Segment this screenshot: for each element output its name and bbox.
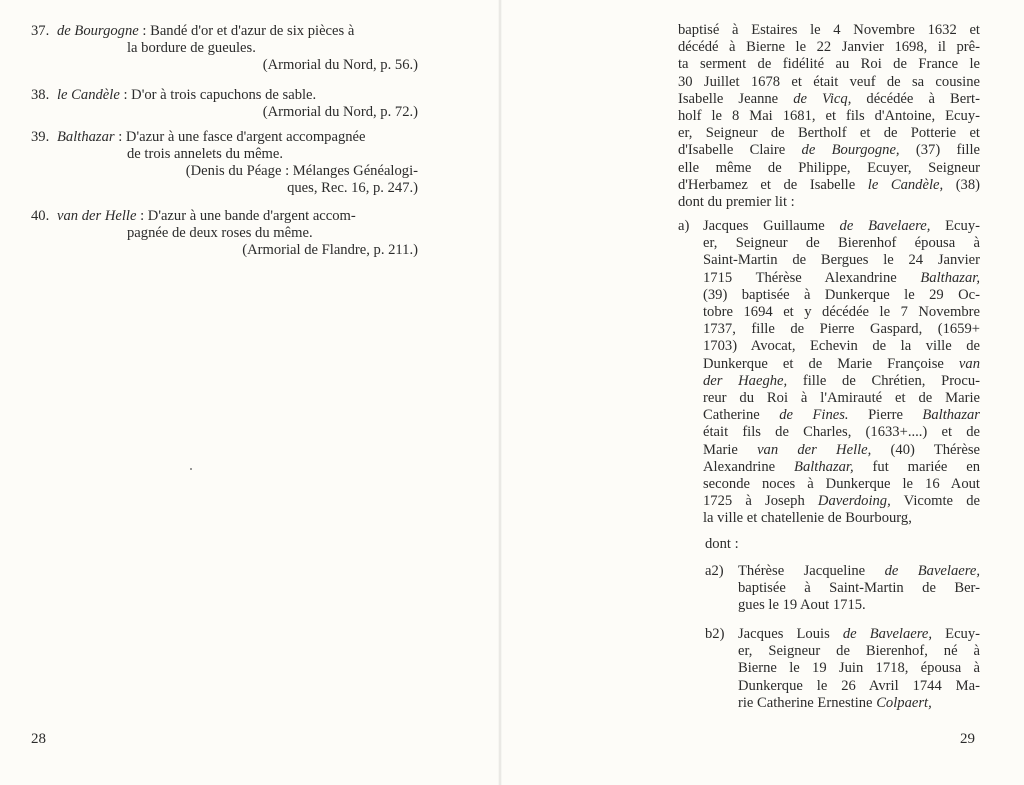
text-segment: Vicomte de <box>890 493 980 510</box>
sub-item-b2 <box>705 626 980 712</box>
text-segment: Dunkerque et de Marie Françoise <box>703 355 959 372</box>
entry-text: : D'azur à une fasce d'argent accompagnée <box>114 129 366 145</box>
text-line <box>678 177 980 194</box>
entry-number: 38. <box>31 87 50 103</box>
text-segment: reur du Roi à l'Amirauté et de Marie <box>703 390 980 407</box>
text-segment: baptisé à Estaires le 4 Novembre 1632 et <box>678 22 980 38</box>
list-item-a <box>678 218 980 528</box>
text-segment: (39) baptisée à Dunkerque le 29 Oc- <box>703 286 980 303</box>
sub-item-text <box>738 626 980 712</box>
text-segment: ta serment de fidélité au Roi de France le <box>678 56 980 73</box>
entry-40 <box>31 208 426 259</box>
entry-text-cont: de trois annelets du même. <box>127 146 284 162</box>
italic-name: de Bourgogne, <box>801 142 900 159</box>
text-line <box>703 235 980 252</box>
text-line <box>678 39 980 56</box>
text-segment: décédé à Bierne le 22 Janvier 1698, il prê- <box>678 39 980 56</box>
text-segment: Marie <box>703 441 758 458</box>
text-segment: holf le 8 Mai 1681, et fils d'Antoine, Ecuy- <box>678 108 980 125</box>
text-line <box>703 493 980 510</box>
text-line <box>738 597 980 614</box>
text-line <box>678 125 980 142</box>
text-segment: fille de Chrétien, Procu- <box>787 372 980 389</box>
italic-name: der Haeghe, <box>703 372 788 389</box>
text-line <box>703 287 980 304</box>
text-line <box>703 459 980 476</box>
text-segment: 1703) Avocat, Echevin de la ville de <box>703 338 980 355</box>
text-segment: Jacques Louis <box>738 626 843 642</box>
text-line <box>703 476 980 493</box>
left-page <box>0 0 498 785</box>
text-line <box>703 407 980 424</box>
text-segment: (37) fille <box>899 142 980 159</box>
text-segment: d'Herbamez et de Isabelle <box>678 176 868 193</box>
text-segment: Dunkerque le 26 Avril 1744 Ma- <box>738 677 980 694</box>
text-segment: Ecuy- <box>930 218 980 234</box>
sub-item-a2 <box>705 563 980 615</box>
text-segment: elle même de Philippe, Ecuyer, Seigneur <box>678 159 980 176</box>
right-page <box>502 0 1024 785</box>
text-line <box>738 660 980 677</box>
dont-label: dont : <box>705 536 739 552</box>
text-segment: er, Seigneur de Bierenhof épousa à <box>703 235 980 252</box>
text-segment: dont du premier lit : <box>678 194 795 211</box>
text-line <box>678 91 980 108</box>
page-number-left: 28 <box>31 731 46 747</box>
entry-38 <box>31 87 426 121</box>
text-line <box>678 22 980 39</box>
text-segment: tobre 1694 et y décédée le 7 Novembre <box>703 304 980 321</box>
list-item-text <box>703 218 980 528</box>
text-segment: 30 Juillet 1678 et était veuf de sa cousine <box>678 73 980 90</box>
text-line <box>678 160 980 177</box>
text-line <box>738 678 980 695</box>
text-segment: 1737, fille de Pierre Gaspard, (1659+ <box>703 321 980 338</box>
text-segment: (38) <box>943 176 981 193</box>
text-segment: d'Isabelle Claire <box>678 142 802 159</box>
text-line <box>738 643 980 660</box>
list-item-label: a) <box>678 218 690 234</box>
intro-paragraph <box>678 22 980 211</box>
text-segment: rie Catherine Ernestine <box>738 694 877 711</box>
italic-name: van der Helle, <box>757 441 872 458</box>
text-segment: baptisée à Saint-Martin de Ber- <box>738 580 980 597</box>
entry-text: : D'azur à une bande d'argent accom- <box>136 208 356 224</box>
entry-37 <box>31 23 426 74</box>
text-segment: er, Seigneur de Bierenhof, né à <box>738 643 980 660</box>
entry-39 <box>31 129 426 197</box>
entry-name: Balthazar <box>57 129 115 145</box>
italic-name: de Bavelaere, <box>839 218 931 234</box>
sub-item-label: a2) <box>705 563 724 579</box>
text-segment: seconde noces à Dunkerque le 16 Aout <box>703 476 980 493</box>
entry-source: (Armorial de Flandre, p. 211.) <box>242 242 418 258</box>
entry-number: 37. <box>31 23 50 39</box>
text-segment: Ecuy- <box>932 626 980 642</box>
entry-source: (Armorial du Nord, p. 72.) <box>262 104 418 120</box>
entry-name: le Candèle <box>57 87 120 103</box>
text-line <box>678 56 980 73</box>
text-line <box>703 390 980 407</box>
text-segment: 1715 Thérèse Alexandrine <box>703 269 921 286</box>
entry-text: : D'or à trois capuchons de sable. <box>119 87 317 103</box>
page-number-right: 29 <box>960 731 975 747</box>
entry-source: (Denis du Péage : Mélanges Généalogi- <box>185 163 418 179</box>
text-line <box>703 218 980 235</box>
text-line <box>678 74 980 91</box>
text-segment: 1725 à Joseph <box>703 493 818 510</box>
text-segment: Thérèse Jacqueline <box>738 563 885 579</box>
entry-name: de Bourgogne <box>57 23 139 39</box>
intro-lines <box>678 22 980 211</box>
text-line <box>738 626 980 643</box>
text-segment: Bierne le 19 Juin 1718, épousa à <box>738 660 980 677</box>
sub-item-label: b2) <box>705 626 725 642</box>
text-line <box>703 510 980 527</box>
italic-name: Balthazar, <box>920 269 980 286</box>
text-segment: Jacques Guillaume <box>703 218 840 234</box>
italic-name: Balthazar, <box>794 458 854 475</box>
italic-name: de Bavelaere, <box>842 626 933 642</box>
text-line <box>703 373 980 390</box>
paper-speck <box>190 468 192 470</box>
text-line <box>703 252 980 269</box>
text-segment: gues le 19 Aout 1715. <box>738 597 866 614</box>
italic-name: de Bavelaere, <box>884 563 980 579</box>
text-segment: Alexandrine <box>703 458 795 475</box>
italic-name: de Fines. <box>779 407 849 424</box>
text-segment: fut mariée en <box>853 458 980 475</box>
sub-item-text <box>738 563 980 615</box>
text-segment: (40) Thérèse <box>871 441 980 458</box>
text-segment: était fils de Charles, (1633+....) et de <box>703 424 980 441</box>
text-line <box>678 194 980 211</box>
text-line <box>678 142 980 159</box>
entry-number: 39. <box>31 129 50 145</box>
text-segment: la ville et chatellenie de Bourbourg, <box>703 510 912 527</box>
text-line <box>703 356 980 373</box>
text-segment: Catherine <box>703 407 780 424</box>
entry-text: : Bandé d'or et d'azur de six pièces à <box>138 23 355 39</box>
italic-name: van <box>958 355 980 372</box>
entry-text-cont: la bordure de gueules. <box>127 40 256 56</box>
text-segment: Saint-Martin de Bergues le 24 Janvier <box>703 252 980 269</box>
entry-number: 40. <box>31 208 50 224</box>
italic-name: Colpaert, <box>876 694 932 711</box>
italic-name: le Candèle, <box>867 176 944 193</box>
text-segment: Isabelle Jeanne <box>678 90 794 107</box>
text-line <box>738 580 980 597</box>
text-line <box>703 424 980 441</box>
entry-source-cont: ques, Rec. 16, p. 247.) <box>287 180 418 196</box>
text-line <box>703 304 980 321</box>
entry-name: van der Helle <box>57 208 137 224</box>
text-segment: , décédée à Bert- <box>847 90 980 107</box>
italic-name: Balthazar <box>922 407 980 424</box>
entry-text-cont: pagnée de deux roses du même. <box>127 225 313 241</box>
text-segment: er, Seigneur de Bertholf et de Potterie et <box>678 125 980 142</box>
text-segment: Pierre <box>848 407 923 424</box>
text-line <box>703 270 980 287</box>
italic-name: Daverdoing, <box>817 493 891 510</box>
text-line <box>738 563 980 580</box>
text-line <box>703 338 980 355</box>
text-line <box>678 108 980 125</box>
italic-name: de Vicq <box>793 90 848 107</box>
entry-source: (Armorial du Nord, p. 56.) <box>262 57 418 73</box>
text-line <box>703 442 980 459</box>
text-line <box>738 695 980 712</box>
text-line <box>703 321 980 338</box>
